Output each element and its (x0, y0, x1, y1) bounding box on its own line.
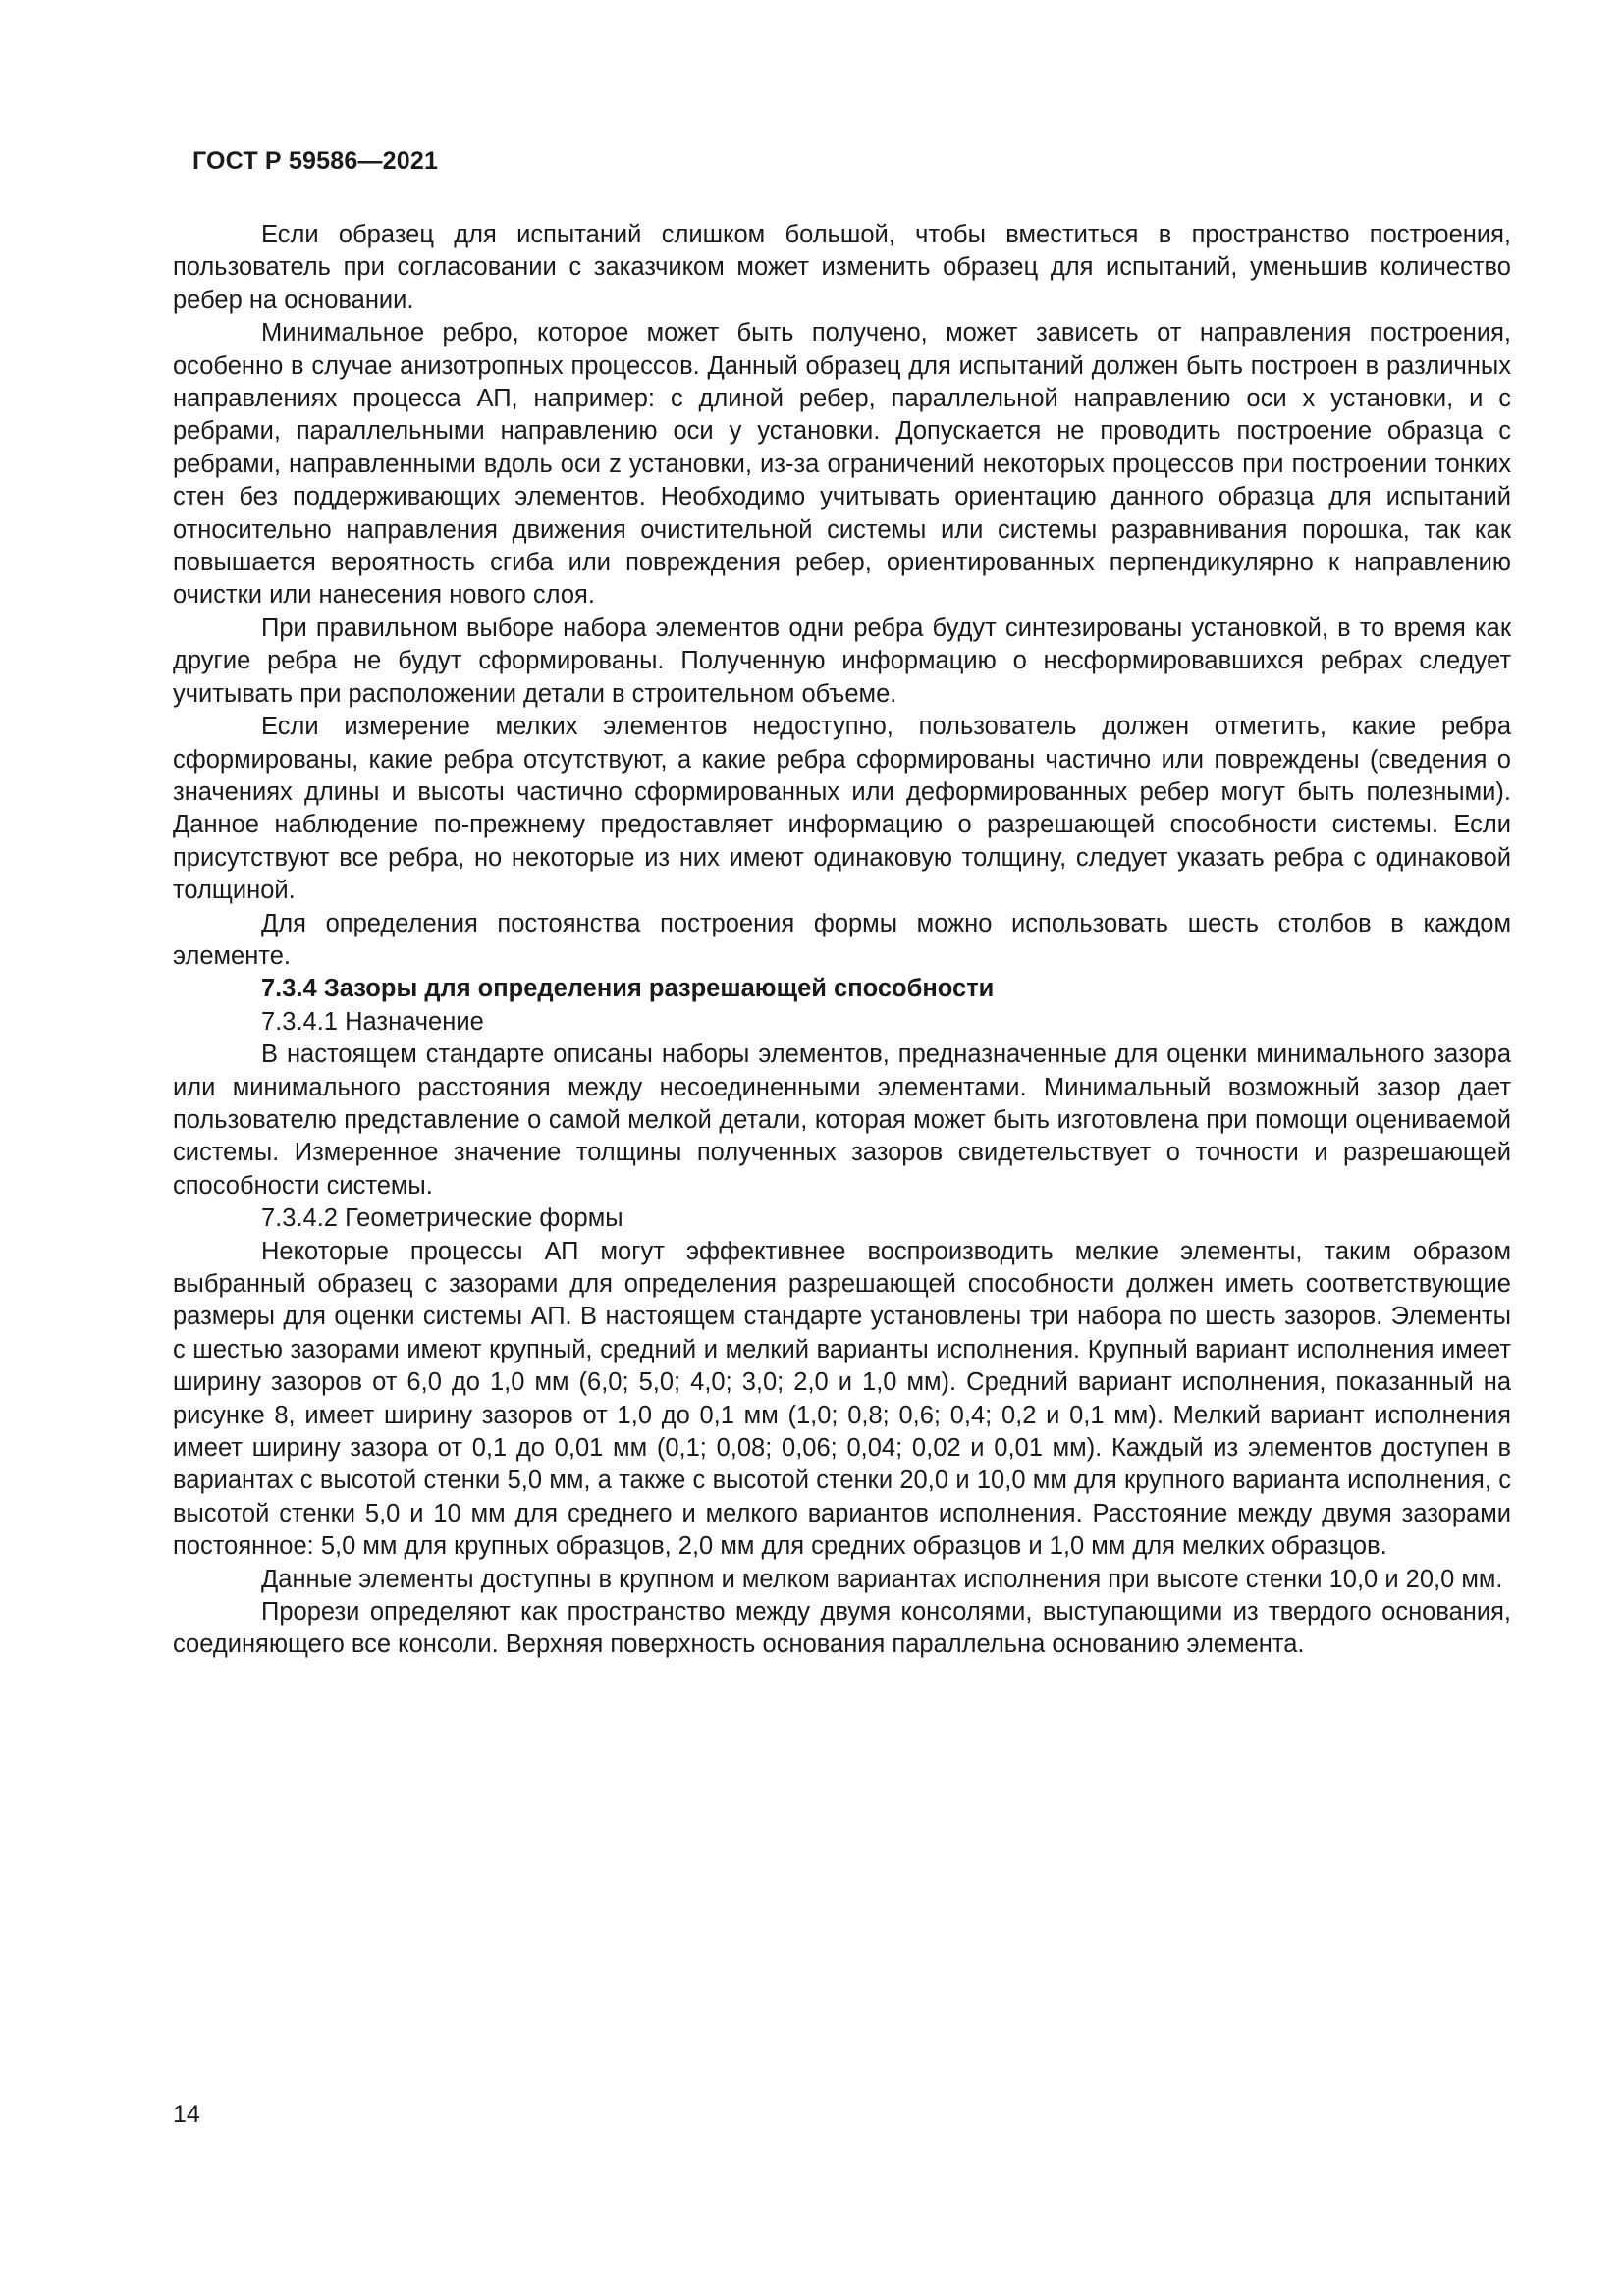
subsection-heading: 7.3.4.2 Геометрические формы (261, 1204, 623, 1233)
document-header: ГОСТ Р 59586—2021 (192, 147, 439, 175)
paragraph: Данные элементы доступны в крупном и мелком вариантах исполнения при высоте стенки 10,0 и 20,0 мм. (261, 1565, 1503, 1593)
paragraph: Некоторые процессы АП могут эффективнее воспроизводить мелкие элементы, таким образом выбранный образец с зазорами для определения разрешающей способности должен иметь соответствующие размеры для оценки системы АП. В настоящем стандарте установлены три набора по шесть зазоров. Элементы с шестью зазорами имеют крупный, средний и мелкий варианты исполнения. Крупный вариант исполнения имеет ширину зазоров от 6,0 до 1,0 мм (6,0; 5,0; 4,0; 3,0; 2,0 и 1,0 мм). Средний вариант исполнения, показанный на рисунке 8, имеет ширину зазоров от 1,0 до 0,1 мм (1,0; 0,8; 0,6; 0,4; 0,2 и 0,1 мм). Мелкий вариант исполнения имеет ширину зазора от 0,1 до 0,01 мм (0,1; 0,08; 0,06; 0,04; 0,02 и 0,01 мм). Каждый из элементов доступен в вариантах с высотой стенки 5,0 мм, а также с высотой стенки 20,0 и 10,0 мм для крупного варианта исполнения, с высотой стенки 5,0 и 10 мм для среднего и мелкого вариантов исполнения. Расстояние между двумя зазорами постоянное: 5,0 мм для крупных образцов, 2,0 мм для средних образцов и 1,0 мм для мелких образцов. (173, 1237, 1511, 1561)
paragraph: Для определения постоянства построения формы можно использовать шесть столбов в каждом элементе. (173, 909, 1511, 970)
paragraph: Минимальное ребро, которое может быть получено, может зависеть от направления построения, особенно в случае анизотропных процессов. Данный образец для испытаний должен быть построен в различных направлениях процесса АП, например: с длиной ребер, параллельной направлению оси x установки, и с ребрами, параллельными направлению оси y установки. Допускается не проводить построение образца с ребрами, направленными вдоль оси z установки, из-за ограничений некоторых процессов при построении тонких стен без поддерживающих элементов. Необходимо учитывать ориентацию данного образца для испытаний относительно направления движения очистительной системы или системы разравнивания порошка, так как повышается вероятность сгиба или повреждения ребер, ориентированных перпендикулярно к направлению очистки или нанесения нового слоя. (173, 319, 1511, 610)
subsection-heading: 7.3.4.1 Назначение (261, 1007, 484, 1036)
section-heading: 7.3.4 Зазоры для определения разрешающей способности (261, 975, 995, 1003)
paragraph: При правильном выборе набора элементов одни ребра будут синтезированы установкой, в то время как другие ребра не будут сформированы. Полученную информацию о несформировавшихся ребрах следует учитывать при расположении детали в строительном объеме. (173, 614, 1511, 708)
paragraph: Прорези определяют как пространство между двумя консолями, выступающими из твердого основания, соединяющего все консоли. Верхняя поверхность основания параллельна основанию элемента. (173, 1598, 1511, 1659)
document-body (173, 219, 1511, 1662)
paragraph: В настоящем стандарте описаны наборы элементов, предназначенные для оценки минимального зазора или минимального расстояния между несоединенными элементами. Минимальный возможный зазор дает пользователю представление о самой мелкой детали, которая может быть изготовлена при помощи оцениваемой системы. Измеренное значение толщины полученных зазоров свидетельствует о точности и разрешающей способности системы. (173, 1041, 1511, 1200)
paragraph: Если измерение мелких элементов недоступно, пользователь должен отметить, какие ребра сформированы, какие ребра отсутствуют, а какие ребра сформированы частично или повреждены (сведения о значениях длины и высоты частично сформированных или деформированных ребер могут быть полезными). Данное наблюдение по-прежнему предоставляет информацию о разрешающей способности системы. Если присутствуют все ребра, но некоторые из них имеют одинаковую толщину, следует указать ребра с одинаковой толщиной. (173, 713, 1511, 905)
paragraph: Если образец для испытаний слишком большой, чтобы вместиться в пространство построения, пользователь при согласовании с заказчиком может изменить образец для испытаний, уменьшив количество ребер на основании. (173, 221, 1511, 314)
page-number: 14 (173, 2101, 200, 2128)
